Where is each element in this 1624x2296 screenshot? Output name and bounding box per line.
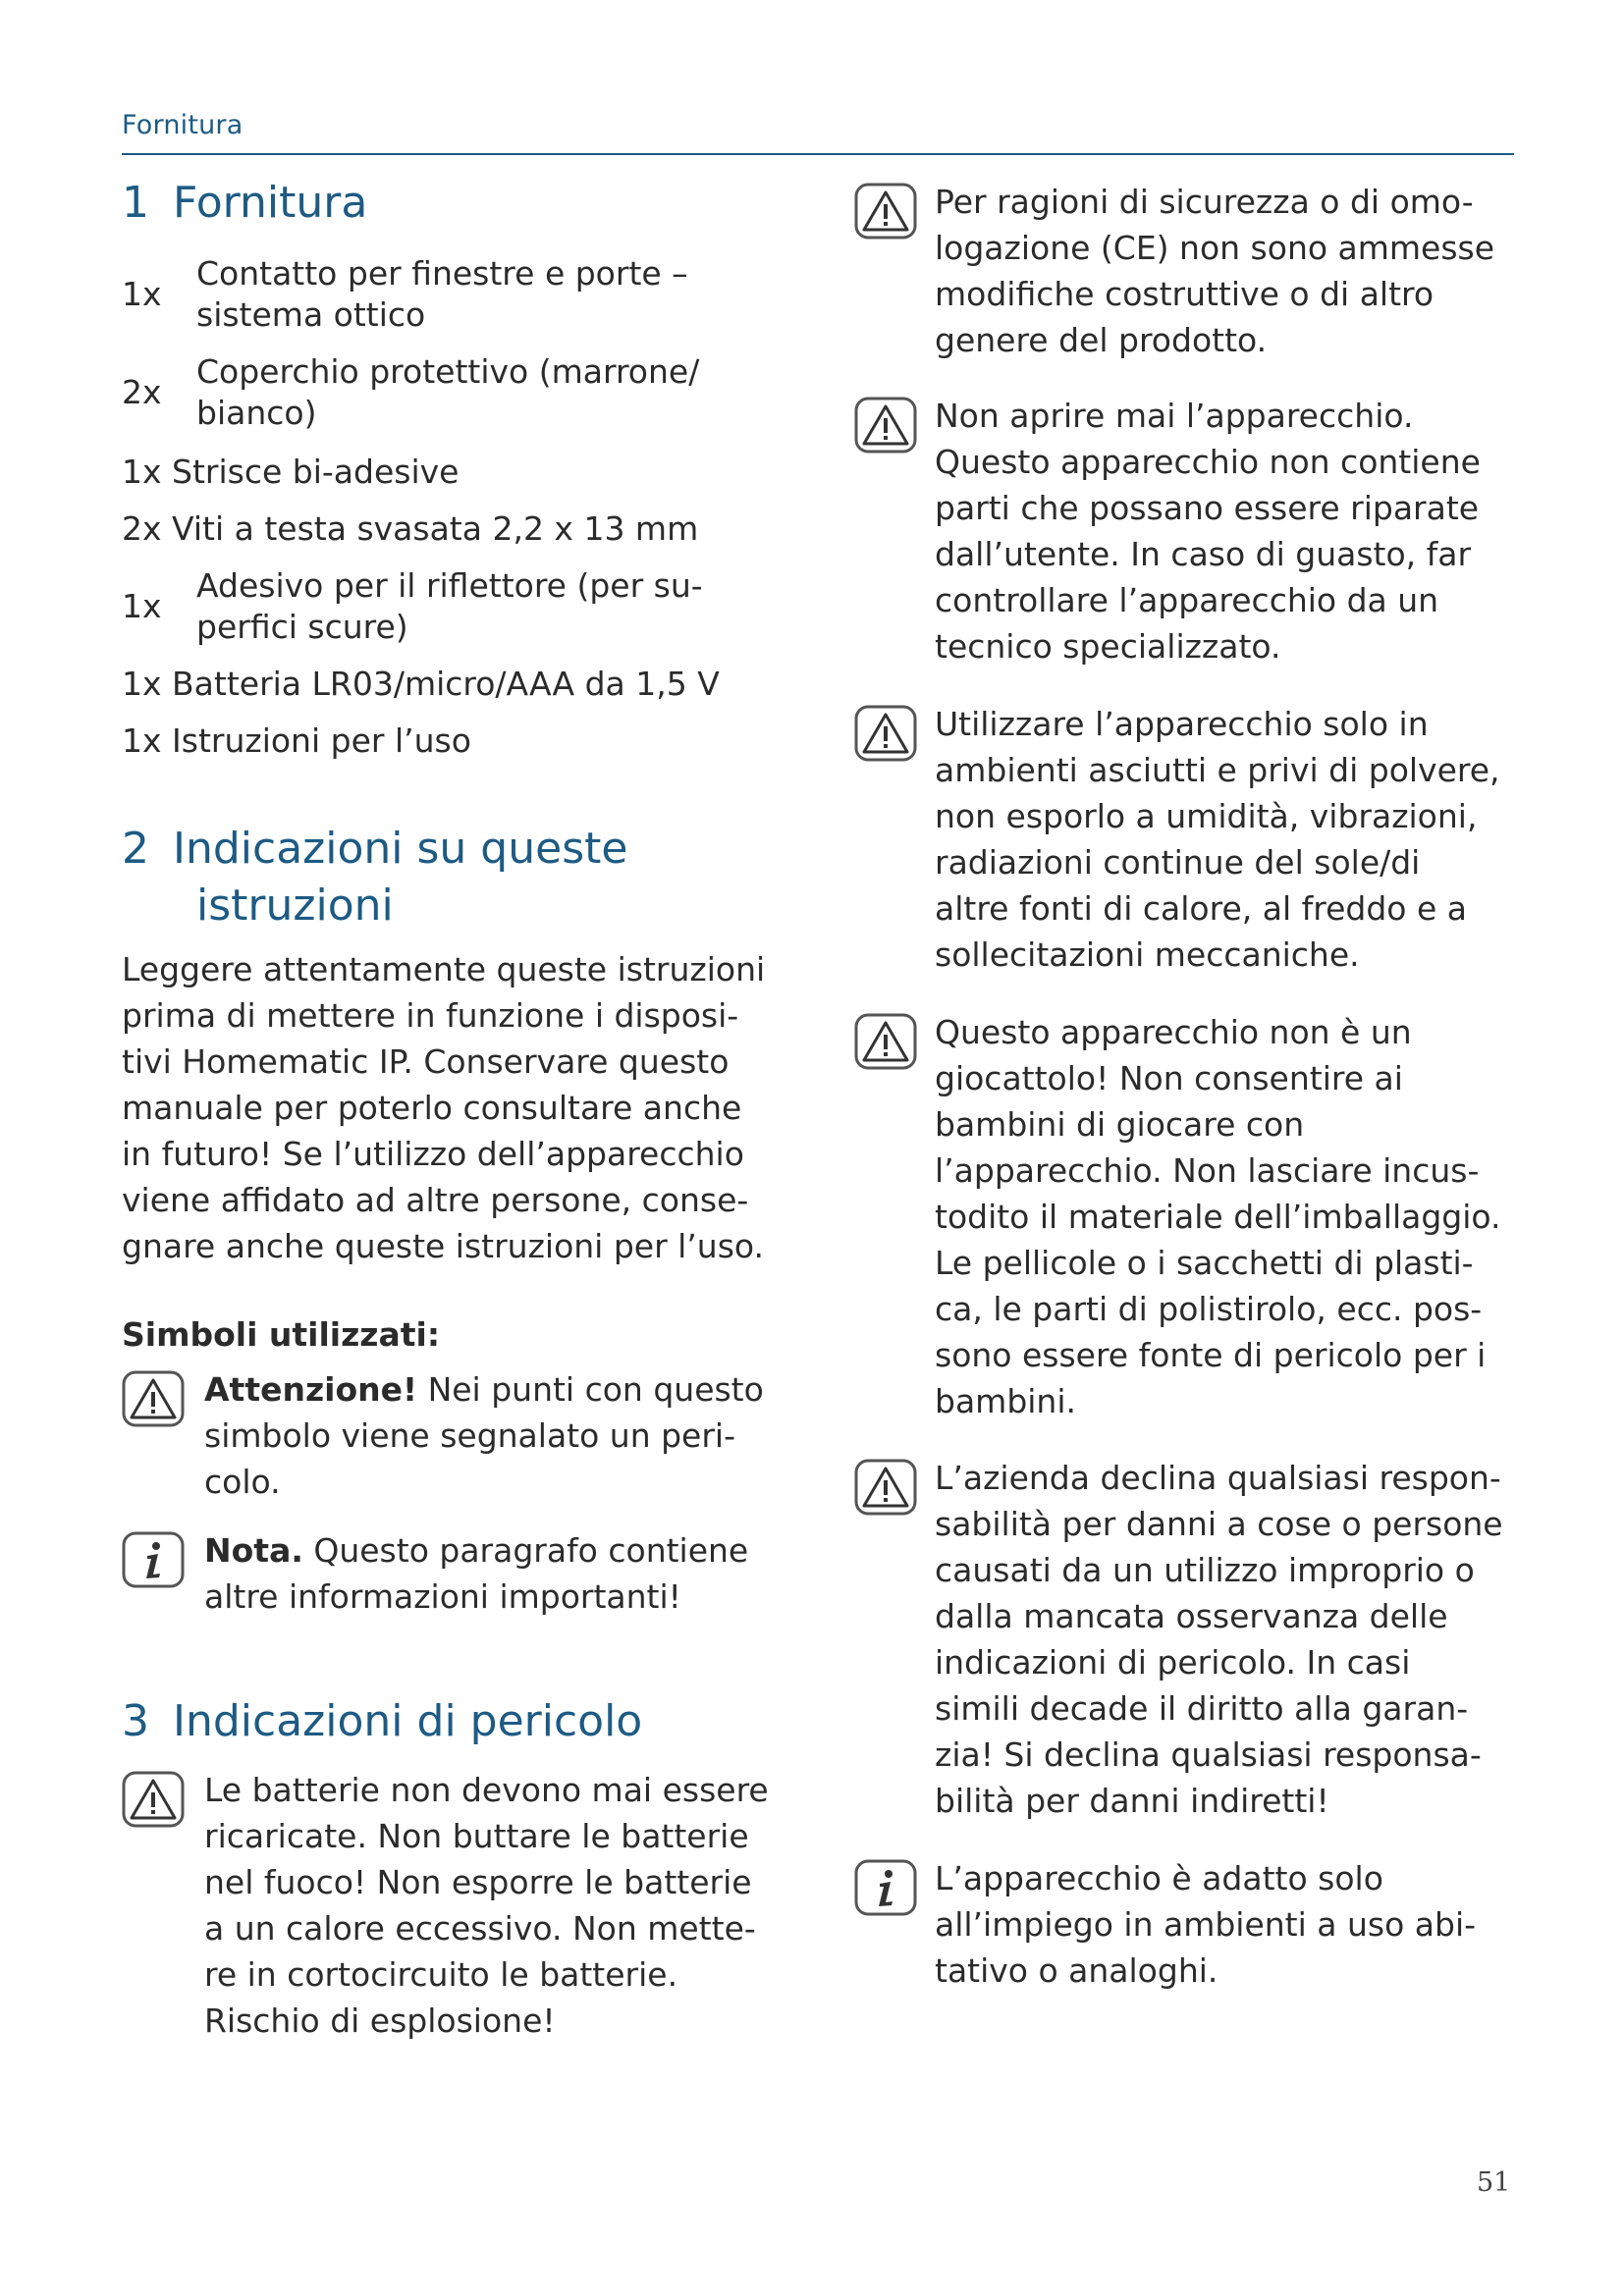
attention-label: Attenzione!	[204, 1370, 418, 1409]
warning-text: L’azienda declina qualsiasi respon- sabilità per danni a cose o persone causati da un utilizzo improprio o dalla mancata osservanza delle indicazioni di pericolo. In casi simili decade il diritto alla garan- zia! Si declina qualsiasi responsa- bilità per danni indiretti!	[935, 1459, 1503, 1820]
warning-icon	[854, 705, 917, 762]
item-line: bianco)	[196, 394, 317, 432]
section-1-number: 1	[122, 178, 149, 228]
item-line: perfici scure)	[196, 608, 408, 646]
warning-icon	[854, 183, 917, 240]
warning-text: Per ragioni di sicurezza o di omo- logazione (CE) non sono ammesse modifiche costruttive o di altro genere del prodotto.	[935, 183, 1495, 359]
note-description: Questo paragrafo contiene altre informazioni importanti!	[204, 1531, 749, 1616]
item-line: Strisce bi-adesive	[172, 453, 460, 491]
item-qty: 1x	[122, 587, 162, 625]
warning-icon	[854, 1013, 917, 1070]
delivery-item	[122, 721, 471, 762]
header-rule	[122, 153, 1514, 155]
section-3-number: 3	[122, 1696, 149, 1746]
item-line: Coperchio protettivo (marrone/	[196, 352, 700, 391]
info-icon	[122, 1531, 185, 1588]
running-header: Fornitura	[122, 110, 244, 140]
section-2-title-line2: istruzioni	[196, 881, 394, 931]
battery-warning-text: Le batterie non devono mai essere ricaricate. Non buttare le batterie nel fuoco! Non esporre le batterie a un calore eccessivo. Non mette- re in cortocircuito le batterie. Rischio di esplosione!	[204, 1771, 769, 2040]
page-number: 51	[1477, 2167, 1511, 2198]
delivery-item	[122, 452, 459, 493]
section-3-title: Indicazioni di pericolo	[173, 1696, 643, 1746]
section-2-heading	[122, 821, 627, 934]
item-qty: 1x	[122, 665, 162, 703]
delivery-item	[122, 508, 698, 550]
item-line: Batteria LR03/micro/AAA da 1,5 V	[172, 665, 720, 703]
item-line: Contatto per finestre e porte –	[196, 254, 688, 293]
instructions-paragraph: Leggere attentamente queste istruzioni prima di mettere in funzione i disposi- tivi Homematic IP. Conservare questo manuale per poterlo consultare anche in futuro! Se l’utilizzo dell’apparecchio viene affidato ad altre persone, conse- gnare anche queste istruzioni per l’uso.	[122, 950, 766, 1265]
item-qty: 1x	[122, 453, 162, 491]
warning-icon	[854, 397, 917, 454]
section-1-heading	[122, 175, 367, 232]
item-qty: 2x	[122, 373, 162, 411]
section-2-number: 2	[122, 824, 149, 874]
attention-description: Nei punti con questo simbolo viene segnalato un peri- colo.	[204, 1370, 764, 1501]
item-line: Viti a testa svasata 2,2 x 13 mm	[172, 509, 699, 548]
warning-icon	[122, 1370, 185, 1427]
item-qty: 2x	[122, 509, 162, 548]
item-line: Adesivo per il riflettore (per su-	[196, 566, 703, 605]
note-text	[204, 1527, 748, 1620]
section-2-title-line1: Indicazioni su queste	[173, 824, 628, 874]
info-text: L’apparecchio è adatto solo all’impiego in ambienti a uso abi- tativo o analoghi.	[935, 1859, 1477, 1990]
item-qty: 1x	[122, 275, 162, 313]
item-line: sistema ottico	[196, 295, 426, 334]
section-1-title: Fornitura	[173, 178, 368, 228]
attention-text	[204, 1366, 764, 1505]
section-3-heading	[122, 1693, 642, 1750]
symbols-title: Simboli utilizzati:	[122, 1315, 441, 1354]
info-icon	[854, 1859, 917, 1916]
warning-icon	[122, 1771, 185, 1828]
warning-icon	[854, 1459, 917, 1516]
delivery-item	[122, 664, 720, 705]
item-qty: 1x	[122, 721, 162, 760]
warning-text: Utilizzare l’apparecchio solo in ambienti asciutti e privi di polvere, non esporlo a umidità, vibrazioni, radiazioni continue del sole/di altre fonti di calore, al freddo e a sollecitazioni meccaniche.	[935, 705, 1500, 974]
note-label: Nota.	[204, 1531, 303, 1570]
item-line: Istruzioni per l’uso	[172, 721, 471, 760]
warning-text: Questo apparecchio non è un giocattolo! Non consentire ai bambini di giocare con l’apparecchio. Non lasciare incus- todito il materiale dell’imballaggio. Le pellicole o i sacchetti di plasti- ca, le parti di polistirolo, ecc. pos- sono essere fonte di pericolo per i bambini.	[935, 1013, 1501, 1420]
warning-text: Non aprire mai l’apparecchio. Questo apparecchio non contiene parti che possano essere riparate dall’utente. In caso di guasto, far controllare l’apparecchio da un tecnico specializzato.	[935, 397, 1481, 666]
